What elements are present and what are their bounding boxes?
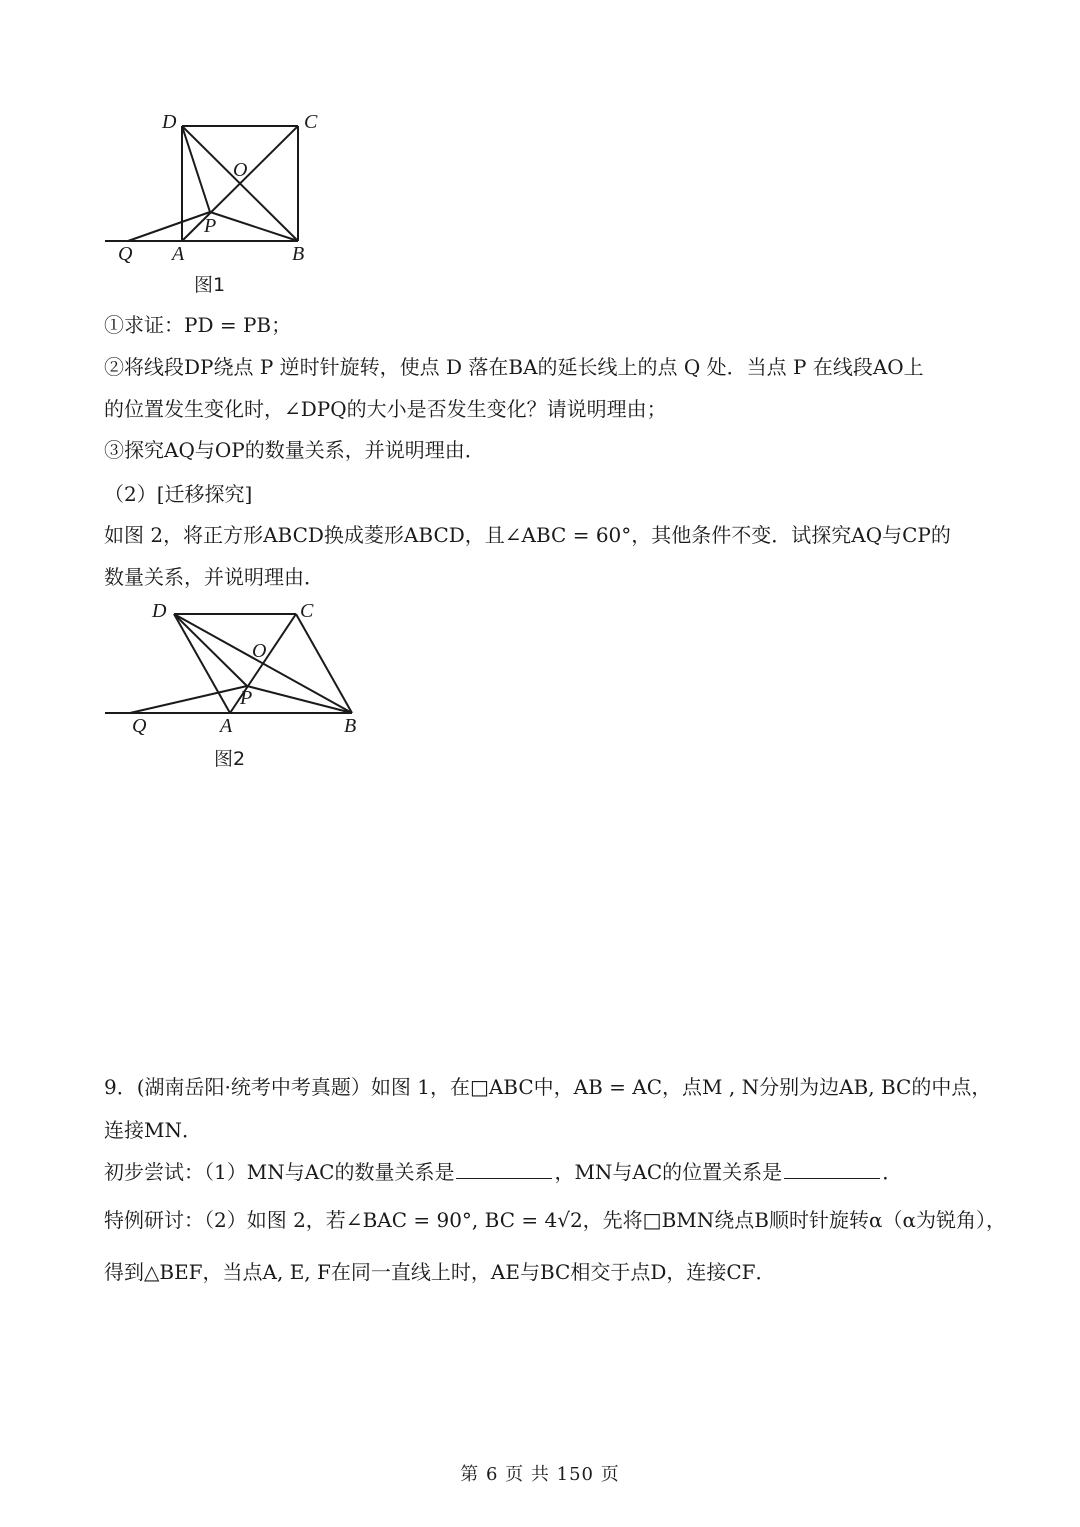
answer-blank-2[interactable]: [784, 1160, 880, 1179]
problem9-line2: 连接MN．: [104, 1118, 202, 1142]
part1-item2-line2: 的位置发生变化时，∠DPQ的大小是否发生变化？请说明理由；: [104, 397, 667, 421]
part1-item3: ③探究AQ与OP的数量关系，并说明理由．: [104, 438, 485, 462]
part2-line1: 如图 2，将正方形ABCD换成菱形ABCD，且∠ABC = 60°，其他条件不变．试探究AQ与CP的: [104, 523, 951, 547]
figure-2-caption: 图2: [214, 748, 246, 770]
answer-blank-1[interactable]: [456, 1160, 552, 1179]
fig2-label-c: C: [300, 600, 314, 622]
part2-heading: （2）[迁移探究]: [104, 482, 253, 506]
part1-item1: ①求证：PD = PB；: [104, 313, 292, 337]
figure-2: [100, 596, 370, 746]
problem9-line3-part-a: 初步尝试：（1）MN与AC的数量关系是: [104, 1160, 455, 1184]
fig2-label-d: D: [152, 600, 167, 622]
figure-1-diagram: [100, 108, 340, 268]
figure-2-diagram: [100, 596, 370, 746]
fig2-label-a: A: [220, 715, 233, 737]
problem9-line3-part-b: ，MN与AC的位置关系是: [554, 1160, 783, 1184]
fig2-seg-qp: [130, 686, 247, 713]
problem9-line3-part-c: ．: [882, 1160, 903, 1184]
fig2-seg-pb: [247, 686, 352, 713]
fig1-label-a: A: [172, 243, 185, 265]
fig2-label-o: O: [252, 640, 267, 662]
fig2-label-q: Q: [132, 715, 147, 737]
fig2-label-b: B: [344, 715, 357, 737]
fig1-label-c: C: [304, 111, 318, 133]
fig1-label-p: P: [204, 215, 217, 237]
fig1-label-b: B: [292, 243, 305, 265]
problem9-line1: 9．(湖南岳阳·统考中考真题）如图 1，在□ABC中，AB = AC，点M , N分别为边AB, BC的中点，: [104, 1075, 992, 1099]
fig1-label-q: Q: [118, 243, 133, 265]
part1-item2-line1: ②将线段DP绕点 P 逆时针旋转，使点 D 落在BA的延长线上的点 Q 处．当点 P 在线段AO上: [104, 355, 924, 379]
page-footer: 第 6 页 共 150 页: [460, 1464, 620, 1485]
fig2-label-p: P: [240, 687, 253, 709]
problem9-line5: 得到△BEF，当点A, E, F在同一直线上时，AE与BC相交于点D，连接CF．: [104, 1260, 776, 1284]
problem9-line4: 特例研讨：（2）如图 2，若∠BAC = 90°, BC = 4√2，先将□BMN绕点B顺时针旋转α（α为锐角），: [104, 1208, 1006, 1232]
fig1-seg-pb: [210, 212, 298, 241]
figure-1-caption: 图1: [194, 274, 226, 296]
fig2-seg-dp: [174, 614, 247, 686]
part2-line2: 数量关系，并说明理由．: [104, 565, 324, 589]
figure-1: [100, 108, 340, 268]
fig1-label-d: D: [162, 111, 177, 133]
fig1-label-o: O: [233, 159, 248, 181]
problem9-line3: [104, 1160, 902, 1184]
